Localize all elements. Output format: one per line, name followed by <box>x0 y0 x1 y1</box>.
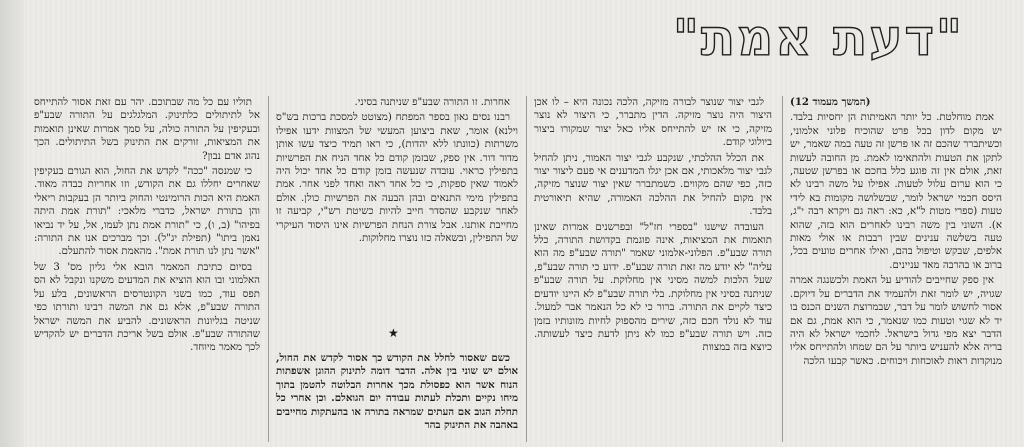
paragraph: אמת מוחלטת. כל יותר האמיתות הן יחסיות בלבד. יש מקום לדון בכל פרט שהוכיח פלוני אלמוני, וכשיתברר שהכם זה או פרשן זה טעה במה שאמר, יש לתקן את הטעות ולהתאימו לאמת. מן החובה לעשות זאת, אולם אין זה פוגע כלל בחכם או בפרשן שטעה, כי הוא ערום עלול לטעות. אפילו על משה רבינו לא היסס חכמי ישראל לומר, שבשלושה מקומות בא לידי טעות (ספרי מטות ל"א, כא: ראה גם ויקרא רבה י"ג, א). השוני בין משה רבינו לאחרים הוא בזה, שהוא טעה בשלשה ענינים שבין רבבות או אולי מאות אלפים, שבקש וטיפול בהם, ואילו אחרים טועים בכל, ברוב או בהרבה מאד עניינים. <box>790 112 1002 271</box>
column-divider <box>782 96 783 442</box>
article-column-3-bottom <box>276 352 518 444</box>
article-column-2 <box>534 96 772 444</box>
paragraph: כשם שאסור לחלל את הקודש כך אסור לקדש את החול, אולם יש שוני בין אלה. הדבר דומה לתינוק ההוגן אשפתות הנוח אשר הוא כפסולת מכך אחרות הבלוטה להטמן בתוך מיחו נקיים ותכלת לעתות עבודה יום הגואלם. וכן אחרי כל תחלת הגוב אם העתים שמראה בתורה או בהעתקות מחייבים באהבה את התינוק בהר <box>276 352 518 432</box>
paragraph: העובדה שישנו "בספרי חז"ל" ובפרשנים אמרות שאינן תואמות את המציאות, אינה פוגמת בקדושת התורה, כלל תורה שבע"פ. הפלוני-אלמוני שאמר "תורה שבע"פ מה הוא עליה" לא יודע מה זאת תורה שבע"פ. ידוע כי תורה שבע"פ, שעל הלכות למשה מסיני אין מחלוקת. על תורה שבע"פ שניתנה בסיני אין מחלוקת. בלי תורה שבע"פ לא היינו יודעים כיצד לקיים את התורה. ברור כי לא כל הנאמר אבר למעול. עוד לא נולד חכם כזה, שירים מהספוק לחיות מזונותיו בזמן כזה. ויש תורה שבע"פ כמו לא ניתן לדעת כיצד לעשותה. כיוצא בזה במצוות <box>534 221 772 354</box>
continued-from-note: (המשך מעמוד 12) <box>790 96 871 108</box>
paragraph: כי שמנסה "ככה" לקדש את החול, הוא הגורם בעקיפין שאחרים יחללו גם את הקודש, וזו אחריות כבדה מאוד. האמת היא הכות הרומינטי והחוק ביותר הן בעקבות ריאלי והן בתורת ישראל, כדברי מלאכי: "תורת אמת היתה בפיהו" (ב, ו), כי "תורת אמת נתן לעמו, אל, על יד נביאו נאמן ביתו" (תפילת יג"ל). וכך מברכים אנו את התורה: "אשר נתן לנו תורת אמת". מהאמת אסור להתעלם. <box>34 166 260 258</box>
article-column-1 <box>790 96 1002 444</box>
column-divider <box>526 96 527 442</box>
paragraph: לגבי יצור שנוצר לבורה מזיקה, הלכה נכונה היא – לו אכן היצור היה נוצר מזיקה. הדין מתברר, כי היצור לא נוצר מזיקה, כי אז יש להתייחס אליו כאל יצור שמקורו ביצור ביולוגי קודם. <box>534 97 772 149</box>
column-divider <box>268 96 269 442</box>
paragraph: אין ספק שחייבים להודיע על האמת ולכשנגה אמרה שגויה, יש לומר זאת ולהעמיד את הדברים על דיוקם. אסור לחשוש לומר על דבר, שבמרוצת השנים הכנס בו יד לא שגוי וטעות כמו שנאמר, כי הוא אמת, גם אם הדבר יצא מפי גדול בישראל. לחכמי ישראל לא היה בריה אלא להעניש ביותר על הם שמחו ולהתייחס אליו מנוקדות ראות לאוכחות ויכוחים. כאשר קבעו הלכה <box>790 275 1002 367</box>
article-headline: "דעת אמת" <box>672 9 964 67</box>
article-column-4 <box>34 96 260 444</box>
article-column-3 <box>276 96 518 324</box>
paragraph: תוליו עם כל מה שבתוכם. יהר עם זאת אסור להתייחס אל לתיתולים כלתינוק. המלגלגים על התורה שבע"פ ובעקיפין על התורה כולה, על סמך אמרות שאינן תואמות את המציאות, זורקים את התינוק בשל התיתולים. הכך נהוג אדם נבון? <box>34 97 260 162</box>
paragraph: רבנו נסים גאון בספר המפתח (מצוטט למסכת ברכות בש"ס וילנא) אומר, שאת ביצוען המעשי של המצוות ידעו אפילו משרתות (כוונתו ללא יהדות), כי ראו תמיד כיצד עשו אותן מדור דור. אין ספק, שבזמן קודם כל אחד הניח את הפרשיות בתפילין כראוי. עובדה שנעשה בזמן קודם כל אחד יכול היה לאמוד שאין ספקות, כי כל אחד ראה ואחד לפני אחר. אמת בתפילין מימי התנאים ובהן הבעה את הפרשיות כולן. אולם לאחר שנקבע שהסדר חייב להיות כשיטת רש"י, קביעה זו מחייבת אותנו. אבל צורת הנחת הפרשיות אינו היסוד העיקרי של התפילין, ובשאלה כזו נוצרו מחלוקות. <box>276 112 518 245</box>
paragraph: אחרות. זו התורה שבע"פ שניתנה בסיני. <box>354 97 510 108</box>
paragraph: את הכלל ההלכתי, שנקבע לגבי יצור האמור, ניתן להחיל לגבי יצור מלאכותי, אם אכן יגלו המדענים אי פעם ליצור יצור כזה, כפי שהם מקווים. כשמתברר שאין יצור שנוצר מזיקה, אין מקום להחיל את ההלכה האמורה, שהיא תיאורטית בלבד. <box>534 152 772 218</box>
section-separator-asterisk: ★ <box>388 326 399 340</box>
paragraph: בסיום כתיבת המאמר הובא אלי גליון מס' 3 של האלמוני ובו הוא הוציא את המדעים משקנו ונקבל לא הס תפס עוד, כמו בשני הקונטרסים הראשונים, בלע על התורה שבע"פ, אלא גם את המשה רבינו ותורתו כפי שניטה בגליונות הראשונים. להביע את המשה ישראל שהתורה שבע"פ. אולם בשל אריכת הדברים יש להקדיש לכך מאמר מיוחד. <box>34 261 260 354</box>
adjacent-page-edge <box>0 0 24 447</box>
